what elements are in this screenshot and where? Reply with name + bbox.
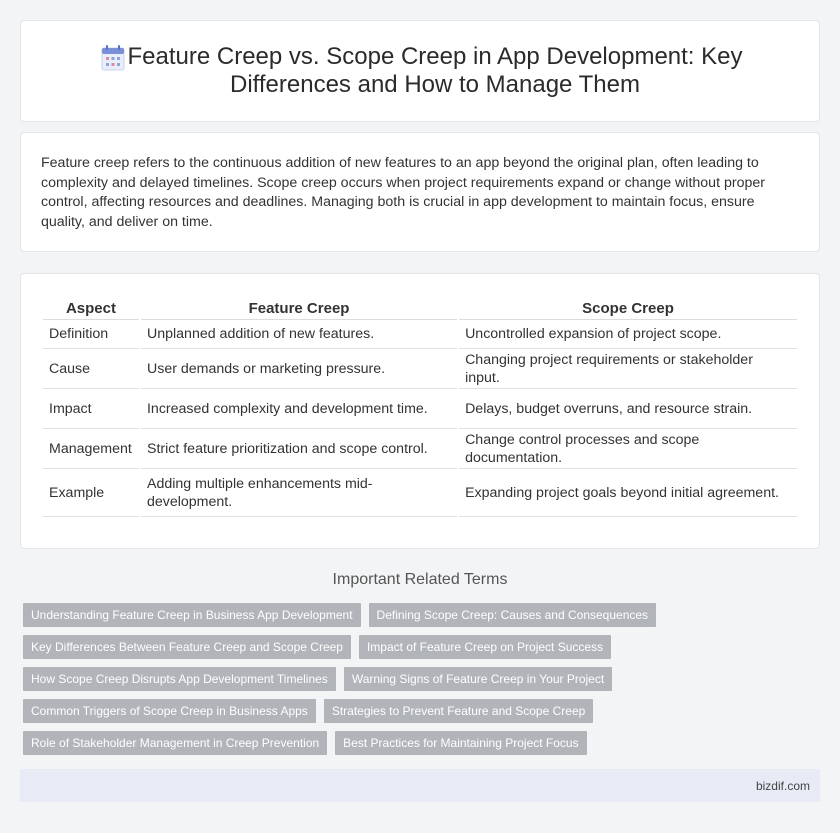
intro-paragraph: Feature creep refers to the continuous addition of new features to an app beyond the original plan, often leading to complexity and delayed timelines. Scope creep occurs when project requirements expand or change without proper control, affecting resources and deadlines. Managing both is crucial in app development to maintain focus, ensure quality, and deliver on time. <box>41 155 765 230</box>
column-header-aspect: Aspect <box>43 294 139 320</box>
table-cell-scope-creep: Expanding project goals beyond initial agreement. <box>459 469 797 517</box>
related-term-link[interactable]: Common Triggers of Scope Creep in Business Apps <box>23 699 316 723</box>
related-term-link[interactable]: How Scope Creep Disrupts App Development Timelines <box>23 667 336 691</box>
header-card <box>20 20 820 122</box>
footer-brand[interactable]: bizdif.com <box>755 779 810 793</box>
table-cell-aspect: Impact <box>43 389 139 429</box>
table-cell-feature-creep: Increased complexity and development time. <box>141 389 457 429</box>
related-term-link[interactable]: Role of Stakeholder Management in Creep Prevention <box>23 731 327 755</box>
tag-row <box>23 603 649 627</box>
related-term-link[interactable]: Impact of Feature Creep on Project Success <box>359 635 611 659</box>
comparison-table-card <box>20 273 820 549</box>
related-term-link[interactable]: Key Differences Between Feature Creep and Scope Creep <box>23 635 351 659</box>
tag-row <box>23 667 623 691</box>
related-terms-title: Important Related Terms <box>332 571 508 588</box>
table-header-row <box>43 294 797 320</box>
related-term-link[interactable]: Understanding Feature Creep in Business App Development <box>23 603 361 627</box>
tag-row <box>23 635 623 659</box>
related-terms-list <box>23 603 649 763</box>
tag-row <box>23 699 623 723</box>
tag-row <box>23 731 623 755</box>
table-row <box>43 320 797 349</box>
column-header-scope-creep: Scope Creep <box>459 294 797 320</box>
table-cell-scope-creep: Uncontrolled expansion of project scope. <box>459 320 797 349</box>
related-term-link[interactable]: Warning Signs of Feature Creep in Your Project <box>344 667 612 691</box>
table-cell-scope-creep: Change control processes and scope documentation. <box>459 429 797 469</box>
page-title: Feature Creep vs. Scope Creep in App Development: Key Differences and How to Manage Them <box>127 43 743 98</box>
table-cell-aspect: Example <box>43 469 139 517</box>
table-cell-aspect: Definition <box>43 320 139 349</box>
table-row <box>43 469 797 517</box>
related-term-link[interactable]: Defining Scope Creep: Causes and Consequences <box>369 603 657 627</box>
table-cell-aspect: Cause <box>43 349 139 389</box>
table-cell-aspect: Management <box>43 429 139 469</box>
table-cell-feature-creep: Adding multiple enhancements mid-development. <box>141 469 457 517</box>
table-cell-feature-creep: User demands or marketing pressure. <box>141 349 457 389</box>
table-cell-scope-creep: Changing project requirements or stakeholder input. <box>459 349 797 389</box>
related-term-link[interactable]: Strategies to Prevent Feature and Scope Creep <box>324 699 593 723</box>
table-cell-feature-creep: Unplanned addition of new features. <box>141 320 457 349</box>
intro-card <box>20 132 820 252</box>
related-term-link[interactable]: Best Practices for Maintaining Project Focus <box>335 731 586 755</box>
table-cell-feature-creep: Strict feature prioritization and scope control. <box>141 429 457 469</box>
footer <box>20 769 820 802</box>
comparison-table <box>41 294 799 517</box>
table-row <box>43 429 797 469</box>
table-row <box>43 389 797 429</box>
table-row <box>43 349 797 389</box>
table-cell-scope-creep: Delays, budget overruns, and resource strain. <box>459 389 797 429</box>
column-header-feature-creep: Feature Creep <box>141 294 457 320</box>
